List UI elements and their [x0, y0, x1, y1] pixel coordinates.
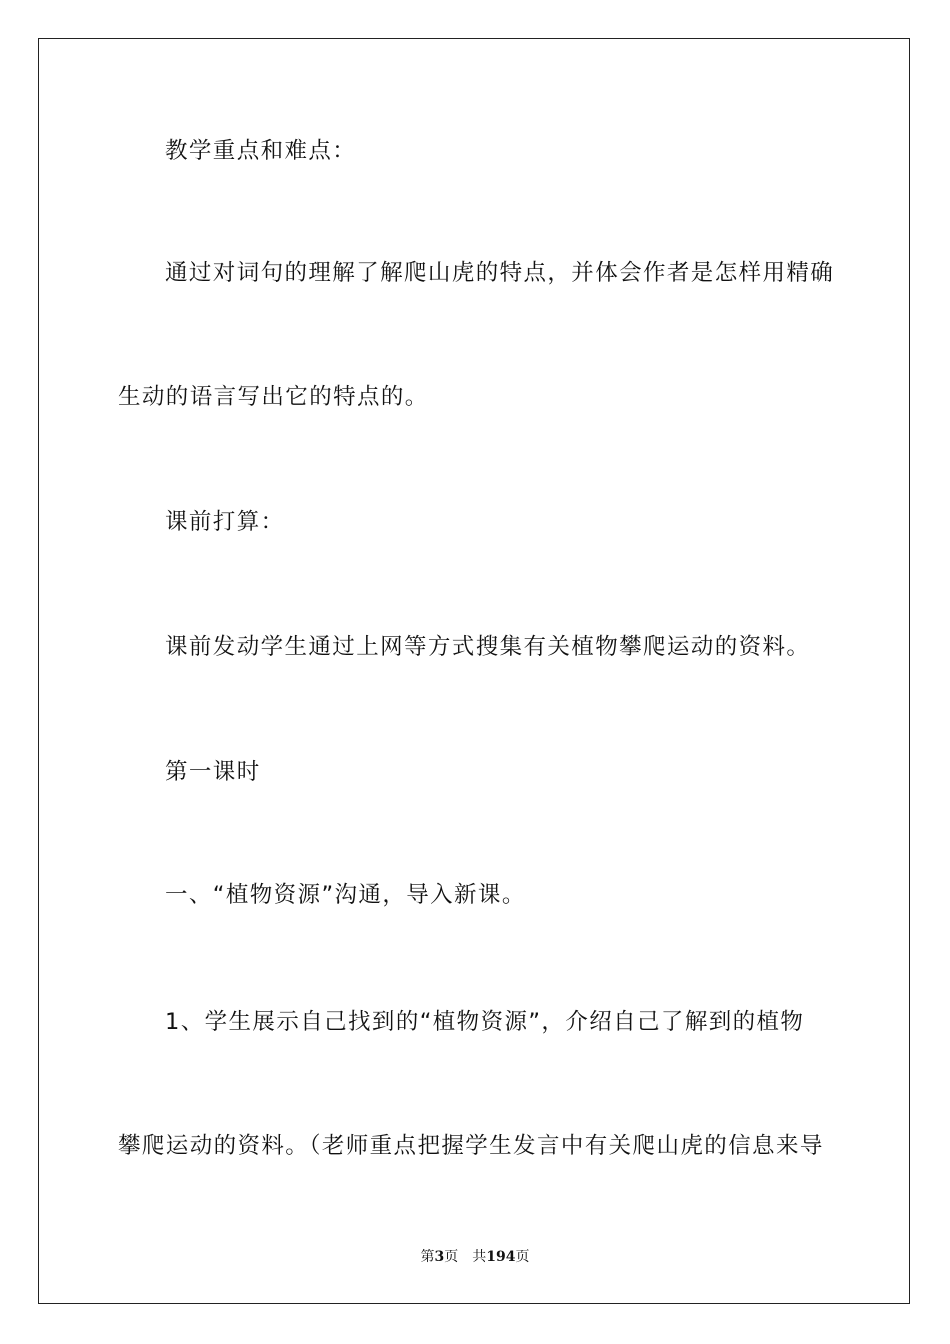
paragraph-heading-first-lesson: 第一课时 [165, 759, 261, 785]
footer-page-suffix: 页 [444, 1249, 459, 1265]
paragraph-line: 1、学生展示自己找到的“植物资源”，介绍自己了解到的植物 [165, 1009, 805, 1035]
footer-total-prefix: 共 [472, 1249, 487, 1265]
page-footer [0, 1247, 950, 1267]
footer-page-number: 3 [434, 1249, 445, 1265]
paragraph-line: 通过对词句的理解了解爬山虎的特点，并体会作者是怎样用精确 [165, 260, 835, 286]
paragraph-line: 一、“植物资源”沟通，导入新课。 [165, 882, 526, 908]
paragraph-line: 生动的语言写出它的特点的。 [118, 384, 429, 410]
paragraph-line: 攀爬运动的资料。（老师重点把握学生发言中有关爬山虎的信息来导 [118, 1133, 824, 1159]
paragraph-heading-preparation: 课前打算： [165, 509, 285, 535]
footer-total-suffix: 页 [515, 1249, 530, 1265]
footer-page-prefix: 第 [420, 1249, 435, 1265]
footer-total-pages: 194 [486, 1249, 516, 1265]
page-border [38, 38, 910, 1304]
paragraph-line: 课前发动学生通过上网等方式搜集有关植物攀爬运动的资料。 [165, 634, 811, 660]
paragraph-heading-key-points: 教学重点和难点： [165, 138, 357, 164]
